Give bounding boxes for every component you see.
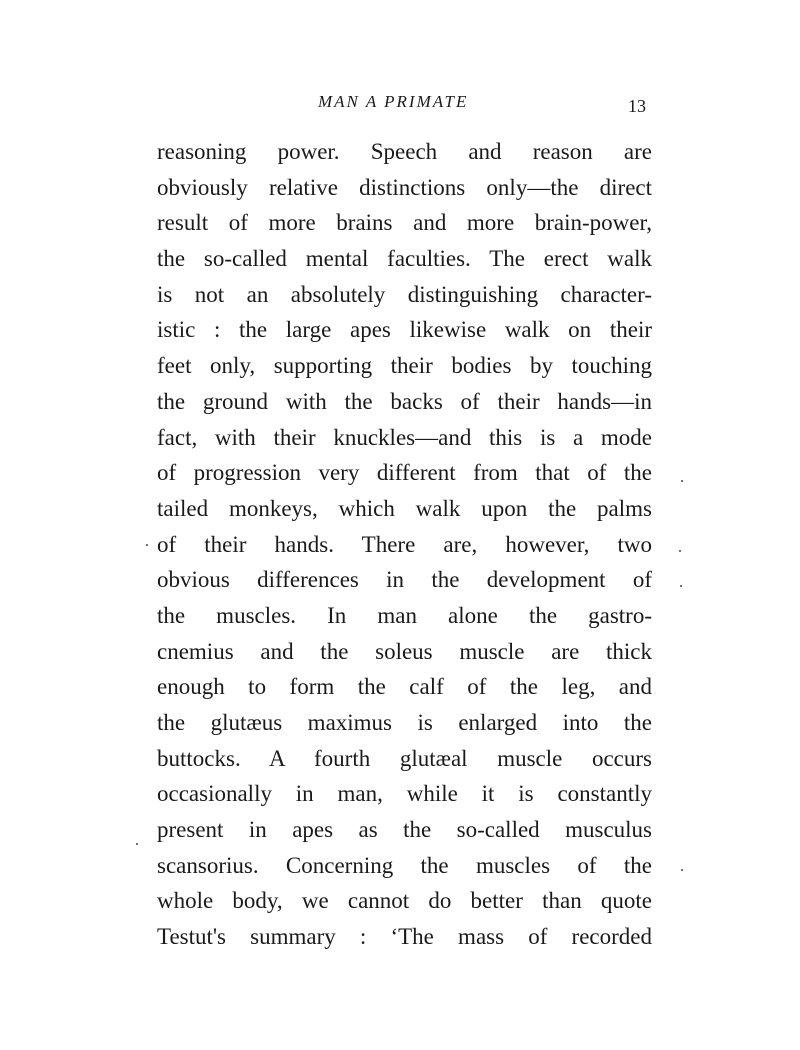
- text-line: of progression very different from that of the: [157, 460, 652, 486]
- text-line: Testut's summary : ‘The mass of recorded: [157, 924, 652, 950]
- print-speck: [681, 480, 683, 482]
- body-text: [157, 134, 652, 955]
- text-line: reasoning power. Speech and reason are: [157, 139, 652, 164]
- text-line: tailed monkeys, which walk upon the palms: [157, 495, 652, 521]
- running-title: MAN A PRIMATE: [318, 92, 469, 111]
- text-line: the ground with the backs of their hands—in: [157, 388, 652, 414]
- text-line: of their hands. There are, however, two: [157, 531, 652, 557]
- text-line: occasionally in man, while it is constantly: [157, 781, 652, 807]
- text-line: the glutæus maximus is enlarged into the: [157, 710, 652, 735]
- text-line: the so-called mental faculties. The erect walk: [157, 246, 652, 272]
- text-line: is not an absolutely distinguishing character-: [157, 281, 652, 307]
- page-number: 13: [628, 96, 646, 116]
- text-line: feet only, supporting their bodies by touching: [157, 353, 652, 379]
- text-line: istic : the large apes likewise walk on their: [157, 317, 652, 343]
- print-speck: [680, 585, 682, 587]
- running-head: [0, 92, 800, 118]
- text-line: obviously relative distinctions only—the direct: [157, 174, 652, 200]
- print-speck: [681, 869, 683, 871]
- text-line: scansorius. Concerning the muscles of the: [157, 852, 652, 878]
- text-line: the muscles. In man alone the gastro-: [157, 602, 652, 628]
- text-line: fact, with their knuckles—and this is a mode: [157, 424, 652, 450]
- text-line: obvious differences in the development of: [157, 567, 652, 593]
- text-line: enough to form the calf of the leg, and: [157, 674, 652, 700]
- text-line: buttocks. A fourth glutæal muscle occurs: [157, 745, 652, 771]
- text-line: cnemius and the soleus muscle are thick: [157, 638, 652, 664]
- print-speck: [136, 843, 138, 845]
- print-speck: [679, 550, 681, 552]
- text-line: result of more brains and more brain-power,: [157, 210, 652, 236]
- text-line: whole body, we cannot do better than quote: [157, 888, 652, 914]
- print-speck: [146, 544, 148, 546]
- text-line: present in apes as the so-called musculus: [157, 817, 652, 843]
